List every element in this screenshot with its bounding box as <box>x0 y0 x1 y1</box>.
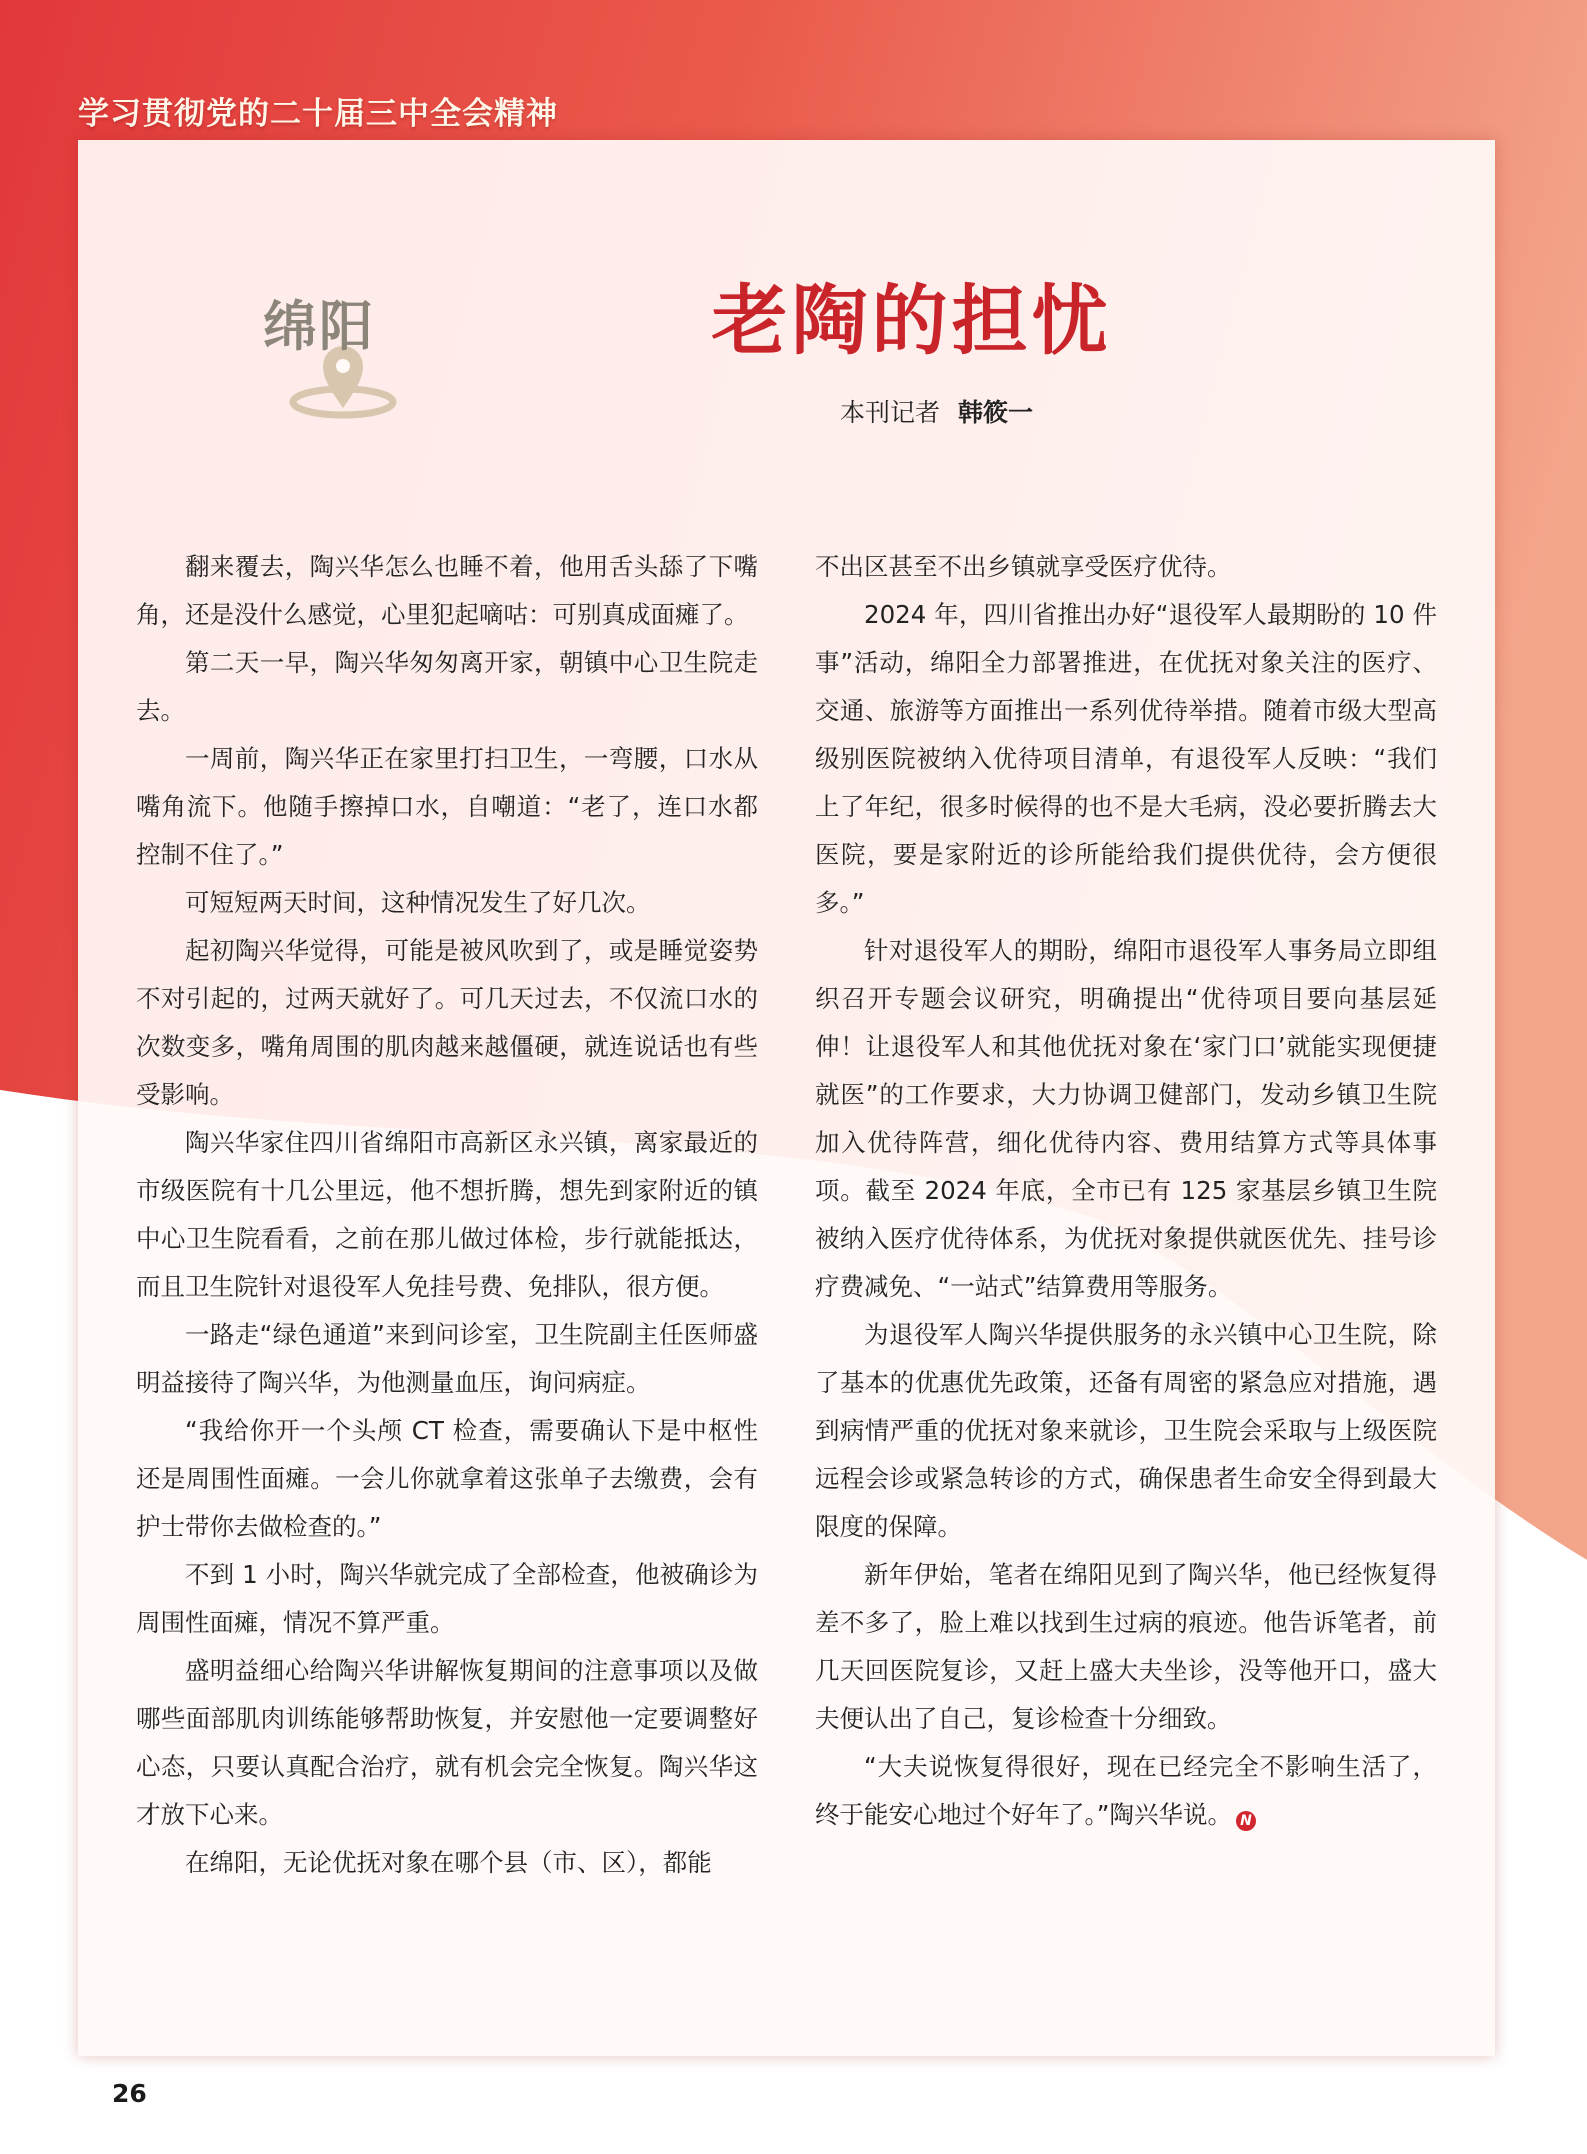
paragraph: 在绵阳，无论优抚对象在哪个县（市、区），都能 <box>185 1848 712 1877</box>
byline <box>78 393 1495 429</box>
paragraph: “我给你开一个头颅 CT 检查，需要确认下是中枢性还是周围性面瘫。一会儿你就拿着这张单子去缴费，会有护士带你去做检查的。” <box>136 1416 758 1541</box>
paragraph: 2024 年，四川省推出办好“退役军人最期盼的 10 件事”活动，绵阳全力部署推进，在优抚对象关注的医疗、交通、旅游等方面推出一系列优待举措。随着市级大型高级别医院被纳入优待项目清单，有退役军人反映：“我们上了年纪，很多时候得的也不是大毛病，没必要折腾去大医院，要是家附近的诊所能给我们提供优待，会方便很多。” <box>815 600 1437 917</box>
byline-prefix: 本刊记者 <box>839 398 940 427</box>
paragraph: 为退役军人陶兴华提供服务的永兴镇中心卫生院，除了基本的优惠优先政策，还备有周密的紧急应对措施，遇到病情严重的优抚对象来就诊，卫生院会采取与上级医院远程会诊或紧急转诊的方式，确保患者生命安全得到最大限度的保障。 <box>815 1320 1437 1541</box>
section-header-tag: 学习贯彻党的二十届三中全会精神 <box>78 96 558 132</box>
left-column <box>136 543 758 1887</box>
right-column <box>815 543 1437 1839</box>
paragraph-continuation: 不出区甚至不出乡镇就享受医疗优待。 <box>815 552 1232 581</box>
paragraph: 针对退役军人的期盼，绵阳市退役军人事务局立即组织召开专题会议研究，明确提出“优待项目要向基层延伸！让退役军人和其他优抚对象在‘家门口’就能实现便捷就医”的工作要求，大力协调卫健部门，发动乡镇卫生院加入优待阵营，细化优待内容、费用结算方式等具体事项。截至 2024 年底，全市已有 125 家基层乡镇卫生院被纳入医疗优待体系，为优抚对象提供就医优先、挂号诊疗费减免、“一站式”结算费用等服务。 <box>815 936 1437 1301</box>
paragraph-last <box>815 1743 1437 1839</box>
byline-author: 韩筱一 <box>958 398 1034 427</box>
article-title: 老陶的担忧 <box>711 276 1112 365</box>
paragraph: 不到 1 小时，陶兴华就完成了全部检查，他被确诊为周围性面瘫，情况不算严重。 <box>136 1560 758 1637</box>
article-card <box>78 140 1495 2056</box>
location-label: 绵阳 <box>263 294 375 358</box>
paragraph-last-text: “大夫说恢复得很好，现在已经完全不影响生活了，终于能安心地过个好年了。”陶兴华说。 <box>815 1752 1437 1829</box>
paragraph: 可短短两天时间，这种情况发生了好几次。 <box>185 888 651 917</box>
paragraph: 起初陶兴华觉得，可能是被风吹到了，或是睡觉姿势不对引起的，过两天就好了。可几天过去，不仅流口水的次数变多，嘴角周围的肌肉越来越僵硬，就连说话也有些受影响。 <box>136 936 758 1109</box>
paragraph: 一周前，陶兴华正在家里打扫卫生，一弯腰，口水从嘴角流下。他随手擦掉口水，自嘲道：“老了，连口水都控制不住了。” <box>136 744 758 869</box>
end-mark-icon: N <box>1236 1811 1256 1831</box>
paragraph: 第二天一早，陶兴华匆匆离开家，朝镇中心卫生院走去。 <box>136 648 758 725</box>
paragraph: 盛明益细心给陶兴华讲解恢复期间的注意事项以及做哪些面部肌肉训练能够帮助恢复，并安慰他一定要调整好心态，只要认真配合治疗，就有机会完全恢复。陶兴华这才放下心来。 <box>136 1656 758 1829</box>
paragraph: 翻来覆去，陶兴华怎么也睡不着，他用舌头舔了下嘴角，还是没什么感觉，心里犯起嘀咕：可别真成面瘫了。 <box>136 552 758 629</box>
paragraph: 一路走“绿色通道”来到问诊室，卫生院副主任医师盛明益接待了陶兴华，为他测量血压，询问病症。 <box>136 1320 758 1397</box>
paragraph: 新年伊始，笔者在绵阳见到了陶兴华，他已经恢复得差不多了，脸上难以找到生过病的痕迹。他告诉笔者，前几天回医院复诊，又赶上盛大夫坐诊，没等他开口，盛大夫便认出了自己，复诊检查十分细致。 <box>815 1560 1437 1733</box>
paragraph: 陶兴华家住四川省绵阳市高新区永兴镇，离家最近的市级医院有十几公里远，他不想折腾，想先到家附近的镇中心卫生院看看，之前在那儿做过体检，步行就能抵达，而且卫生院针对退役军人免挂号费、免排队，很方便。 <box>136 1128 758 1301</box>
page-number: 26 <box>112 2079 147 2108</box>
